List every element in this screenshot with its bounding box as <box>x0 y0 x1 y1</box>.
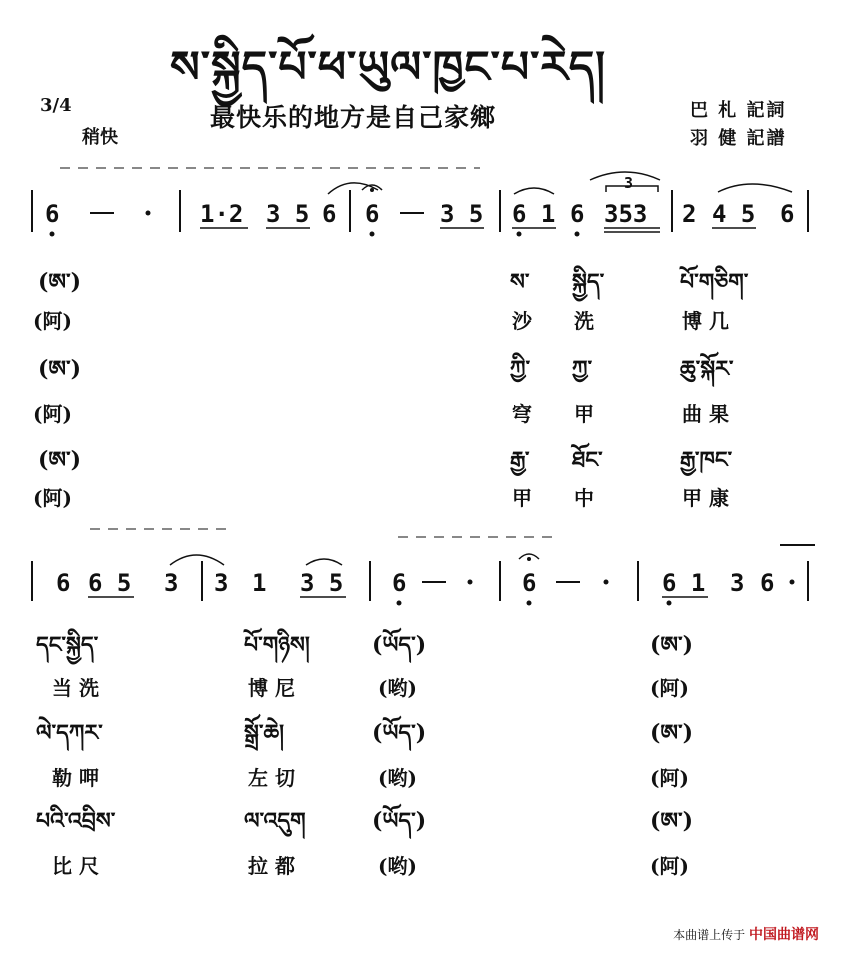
lyric-syllable: 曲 果 <box>682 402 729 426</box>
lyric-syllable: སྐྱིད་ <box>572 269 605 295</box>
lyric-syllable: ཆུ་སྐོར་ <box>680 356 734 382</box>
note: 6 <box>56 569 71 597</box>
lyric-syllable: 左 切 <box>248 766 295 790</box>
lyric-syllable: (阿) <box>650 854 689 878</box>
note: 3 5 <box>440 200 484 228</box>
note: 6 <box>570 200 585 228</box>
lyric-syllable: (ཨ་) <box>650 632 694 658</box>
upload-watermark <box>673 924 819 944</box>
lyric-syllable: 甲 <box>512 486 532 510</box>
note: 3 <box>164 569 179 597</box>
lyric-pickup: (ཨ་) <box>38 269 82 295</box>
lyric-syllable: (阿) <box>650 766 689 790</box>
low-octave-dot <box>575 232 580 237</box>
lyric-syllable: ས་ <box>510 269 530 295</box>
lyric-syllable: པོ་གཅིག་ <box>680 269 749 295</box>
note: 3 5 <box>300 569 344 597</box>
lyric-syllable: 洗 <box>574 309 594 333</box>
lyric-syllable: དང་སྐྱིད་ <box>36 632 99 658</box>
slur <box>718 184 792 192</box>
slur <box>514 188 554 194</box>
note: 4 5 <box>712 200 756 228</box>
slur <box>306 559 342 565</box>
note: 6 <box>522 569 537 597</box>
low-octave-dot <box>517 232 522 237</box>
tie <box>170 555 224 565</box>
low-octave-dot <box>527 601 532 606</box>
lyric-pickup: (ཨ་) <box>38 356 82 382</box>
lyric-syllable: པའི་འབྲིས་ <box>36 808 116 834</box>
note: 1·2 <box>200 200 244 228</box>
lyric-pickup: (阿) <box>33 402 72 426</box>
lyric-syllable: (ཨ་) <box>650 720 694 746</box>
lyric-syllable: ཐོང་ <box>572 447 603 473</box>
note: 6 <box>45 200 60 228</box>
lyric-syllable: 比 尺 <box>52 854 99 878</box>
note: 3 5 <box>266 200 310 228</box>
upload-text: 本曲谱上传于 <box>673 928 746 942</box>
lyric-syllable: རྒྱ་ཁང་ <box>680 447 733 473</box>
note: 2 <box>682 200 697 228</box>
staff2-notation <box>0 515 847 615</box>
site-brand: 中国曲谱网 <box>749 927 819 943</box>
note: 6 <box>365 200 380 228</box>
low-octave-dot <box>50 232 55 237</box>
lyric-syllable: པོ་གཉིས། <box>244 632 310 658</box>
triplet-number: 3 <box>624 174 634 192</box>
title-chinese: 最快乐的地方是自己家鄉 <box>210 103 497 132</box>
lyric-pickup: (阿) <box>33 486 72 510</box>
note: 6 1 <box>512 200 556 228</box>
lyric-syllable: 博 尼 <box>248 676 295 700</box>
note: 1 <box>252 569 267 597</box>
lyric-syllable: ཀྱ་ <box>572 356 593 382</box>
augmentation-dot <box>468 580 473 585</box>
staff1-notation <box>0 150 847 260</box>
low-octave-dot <box>397 601 402 606</box>
time-signature: 3/4 <box>40 95 72 116</box>
composer-credit: 羽 健 記譜 <box>690 128 787 149</box>
lyric-syllable: 甲 康 <box>682 486 729 510</box>
lyric-syllable: (哟) <box>378 676 417 700</box>
tempo-marking: 稍快 <box>82 127 118 148</box>
lyric-syllable: 沙 <box>512 309 532 333</box>
augmentation-dot <box>790 580 795 585</box>
lyric-syllable: 博 几 <box>682 309 729 333</box>
note: 6 5 <box>88 569 132 597</box>
note: 353 <box>604 200 648 228</box>
note: 3 <box>730 569 745 597</box>
note: 6 <box>780 200 795 228</box>
lyric-syllable: (ཨ་) <box>650 808 694 834</box>
lyric-syllable: རྒྱ་ <box>510 447 530 473</box>
lyric-syllable: (哟) <box>378 766 417 790</box>
lyric-syllable: 甲 <box>574 402 594 426</box>
lyric-syllable: (哟) <box>378 854 417 878</box>
lyric-syllable: ཀྱི་ <box>510 356 531 382</box>
lyric-syllable: 勒 呷 <box>52 766 99 790</box>
note: 3 <box>214 569 229 597</box>
title-tibetan: ས་སྐྱིད་པོ་ཕ་ཡུལ་ཁྱང་པ་རེད། <box>170 42 606 93</box>
low-octave-dot <box>370 232 375 237</box>
lyric-syllable: (ཡོད་) <box>372 632 427 658</box>
lyric-syllable: (ཡོད་) <box>372 720 427 746</box>
lyric-pickup: (ཨ་) <box>38 447 82 473</box>
note: 6 <box>392 569 407 597</box>
low-octave-dot <box>667 601 672 606</box>
lyric-syllable: ལེ་དཀར་ <box>36 720 103 746</box>
note: 6 1 <box>662 569 706 597</box>
lyric-syllable: ལ་འདུག <box>244 808 306 834</box>
lyric-syllable: (阿) <box>650 676 689 700</box>
lyric-syllable: 拉 都 <box>248 854 295 878</box>
lyric-syllable: 穹 <box>512 402 532 426</box>
lyric-pickup: (阿) <box>33 309 72 333</box>
note: 6 <box>322 200 337 228</box>
note: 6 <box>760 569 775 597</box>
lyric-syllable: སྒྲོ་ཆེ། <box>244 720 285 746</box>
augmentation-dot <box>146 211 151 216</box>
lyric-syllable: 中 <box>574 486 594 510</box>
augmentation-dot <box>604 580 609 585</box>
lyric-syllable: (ཡོད་) <box>372 808 427 834</box>
lyric-syllable: 当 洗 <box>52 676 99 700</box>
lyricist-credit: 巴 札 記詞 <box>690 100 787 121</box>
